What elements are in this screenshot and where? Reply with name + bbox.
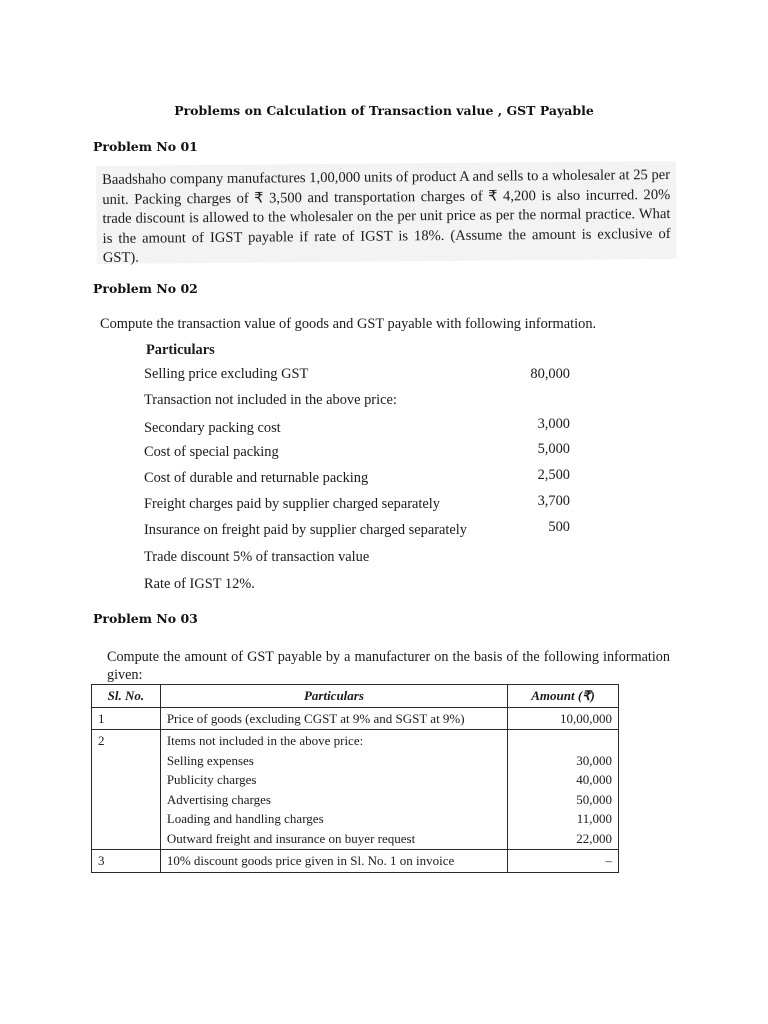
col-header-amount: Amount (₹) (508, 685, 619, 708)
item-particular: Selling expenses (166, 752, 254, 768)
item-amount: 50,000 (576, 791, 612, 807)
problem-3-intro: Compute the amount of GST payable by a manufacturer on the basis of the following information given: (107, 649, 670, 683)
problem-1-heading: Problem No 01 (93, 139, 198, 154)
particular-row (144, 441, 570, 464)
particular-cell: 10% discount goods price given in Sl. No. 1 on invoice (160, 850, 507, 873)
particular-row (144, 493, 570, 516)
amount-cell-list (508, 730, 619, 850)
document-title: Problems on Calculation of Transaction value , GST Payable (174, 103, 594, 118)
particulars-header: Particulars (146, 342, 215, 358)
problem-3-heading: Problem No 03 (93, 611, 198, 626)
item-particular: Loading and handling charges (166, 811, 324, 826)
particular-row (144, 392, 570, 412)
sl-no-cell: 1 (92, 707, 161, 730)
amount-cell: – (508, 850, 619, 873)
particular-label: Selling price excluding GST (144, 366, 309, 382)
particular-row (144, 576, 570, 596)
particular-row (144, 366, 570, 386)
particular-label: Transaction not included in the above price: (144, 392, 397, 408)
particular-label: Freight charges paid by supplier charged separately (144, 496, 440, 512)
table-header-row (92, 685, 619, 708)
particular-label: Cost of special packing (144, 444, 279, 460)
col-header-sl-no: Sl. No. (92, 685, 161, 708)
gst-table (91, 684, 619, 873)
col-header-particulars: Particulars (160, 685, 507, 708)
sl-no-cell: 3 (92, 850, 161, 873)
sl-no-cell: 2 (92, 730, 161, 850)
item-amount: 40,000 (576, 772, 612, 787)
table-row (92, 850, 619, 873)
particular-row (144, 519, 570, 542)
item-particular: Publicity charges (166, 772, 257, 787)
problem-3-block (91, 644, 676, 874)
particular-value: 2,500 (537, 467, 570, 483)
particular-value: 500 (548, 519, 570, 535)
particular-row (144, 418, 570, 438)
problem-2-block (100, 314, 675, 596)
item-amount: 11,000 (576, 811, 612, 826)
table-row (92, 707, 619, 730)
particular-label: Secondary packing cost (144, 420, 281, 436)
problem-1-text: Baadshaho company manufactures 1,00,000 units of product A and sells to a wholesaler at 25 per unit. Packing charges of ₹ 3,500 and transportation charges of ₹ 4,200 is also incurred. 20% trade discount is allowed to the wholesaler on the per unit price as per the normal practice. What is the amount of IGST payable if rate of IGST is 18%. (Assume the amount is exclusive of GST). (96, 161, 677, 264)
item-amount: 22,000 (576, 830, 612, 846)
particular-value: 3,700 (537, 493, 570, 509)
problem-2-heading: Problem No 02 (93, 281, 198, 296)
particular-cell-list (160, 730, 507, 850)
particular-row (144, 549, 570, 569)
particular-value: 5,000 (537, 441, 570, 457)
particular-label: Cost of durable and returnable packing (144, 470, 369, 486)
particular-cell: Price of goods (excluding CGST at 9% and SGST at 9%) (160, 707, 507, 730)
particular-value: 80,000 (530, 366, 570, 382)
particular-label: Insurance on freight paid by supplier charged separately (144, 522, 468, 538)
particular-label: Rate of IGST 12%. (144, 576, 255, 592)
particular-label: Trade discount 5% of transaction value (144, 549, 370, 565)
items-heading: Items not included in the above price: (166, 733, 364, 748)
item-particular: Outward freight and insurance on buyer request (166, 830, 416, 846)
problem-2-intro: Compute the transaction value of goods and GST payable with following information. (100, 316, 597, 332)
particular-row (144, 467, 570, 490)
item-particular: Advertising charges (166, 791, 271, 807)
particular-value: 3,000 (537, 416, 570, 432)
item-amount: 30,000 (576, 752, 612, 768)
amount-cell: 10,00,000 (508, 707, 619, 730)
table-row (92, 730, 619, 850)
